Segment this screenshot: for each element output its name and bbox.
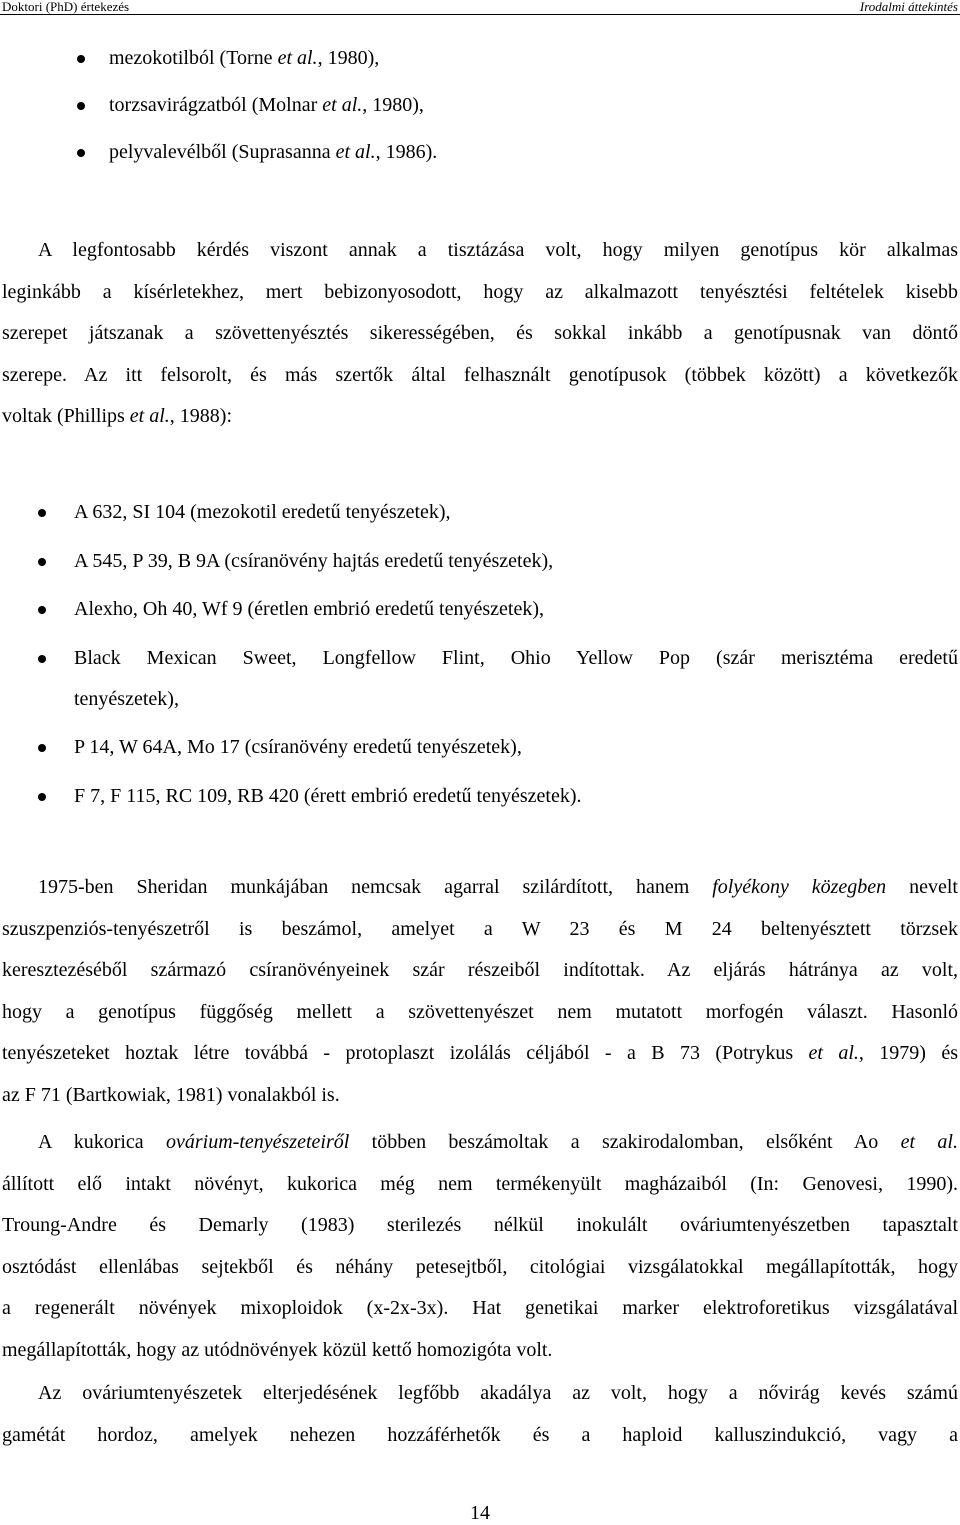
text-line: állított elő intakt növényt, kukorica még nem termékenyült magházaiból (In: Genovesi, 1990). [2,1172,958,1195]
bullet-icon [38,509,46,517]
running-header [0,0,960,15]
paragraph-ovary-obstacle [2,1373,958,1456]
text-line: szerepet játszanak a szövettenyésztés sikerességében, és sokkal inkább a genotípusnak van döntő [2,322,958,344]
list-item-text: A 545, P 39, B 9A (csíranövény hajtás eredetű tenyészetek), [74,550,554,572]
list-item-continuation [0,689,960,737]
list-item-text: Black Mexican Sweet, Longfellow Flint, Ohio Yellow Pop (szár merisztéma eredetű [74,647,958,669]
list-item-text: F 7, F 115, RC 109, RB 420 (érett embrió eredetű tenyészetek). [74,785,582,807]
text-line: osztódást ellenlábas sejtekből és néhány petesejtből, citológiai vizsgálatokkal megállapították, hogy [2,1255,958,1278]
header-rule [0,14,960,15]
text-line: tenyészeteket hoztak létre továbbá - protoplaszt izolálás céljából - a B 73 (Potrykus et al., 1979) és [2,1042,959,1064]
text-line: szuszpenziós-tenyészetről is beszámol, amelyet a W 23 és M 24 beltenyésztett törzsek [2,917,958,940]
bullet-icon [77,149,85,157]
bullet-icon [77,102,85,110]
paragraph-sheridan [2,867,958,1116]
list-item [0,142,960,189]
paragraph-ovary-culture [2,1122,958,1371]
text-line: voltak (Phillips et al., 1988): [2,405,233,427]
paragraph-genotype [2,230,958,438]
text-line: A kukorica ovárium-tenyészeteiről többen beszámoltak a szakirodalomban, elsőként Ao et al. [38,1131,958,1153]
list-item [0,48,960,95]
text-line: Az ováriumtenyészetek elterjedésének legfőbb akadálya az volt, hogy a nővirág kevés számú [38,1382,958,1404]
header-left: Doktori (PhD) értekezés [2,0,130,14]
text-line: gamétát hordoz, amelyek nehezen hozzáférhetők és a haploid kalluszindukció, vagy a [2,1423,958,1446]
text-line: 1975-ben Sheridan munkájában nemcsak agarral szilárdított, hanem folyékony közegben nevelt [38,876,958,898]
list-item-text: Alexho, Oh 40, Wf 9 (éretlen embrió eredetű tenyészetek), [74,598,544,620]
genotype-list [0,502,960,834]
text-line: az F 71 (Bartkowiak, 1981) vonalakból is. [2,1083,340,1106]
source-tissue-list [0,48,960,189]
list-item [0,737,960,786]
list-item [0,502,960,551]
list-item [0,648,960,689]
text-line: szerepe. Az itt felsorolt, és más szertők által felhasznált genotípusok (többek között) a következők [2,363,958,386]
list-item-text: torzsavirágzatból (Molnar et al., 1980), [109,94,424,116]
header-right: Irodalmi áttekintés [859,0,958,14]
text-line: A legfontosabb kérdés viszont annak a tisztázása volt, hogy milyen genotípus kör alkalmas [38,239,958,261]
text-line: hogy a genotípus függőség mellett a szövettenyészet nem mutatott morfogén választ. Hasonló [2,1000,958,1023]
list-item [0,786,960,834]
bullet-icon [38,744,46,752]
bullet-icon [38,558,46,566]
list-item [0,599,960,648]
bullet-icon [77,55,85,63]
text-line: megállapították, hogy az utódnövények közül kettő homozigóta volt. [2,1338,553,1361]
list-item-text: tenyészetek), [74,688,179,710]
page-number: 14 [470,1502,490,1524]
bullet-icon [38,793,46,801]
list-item-text: P 14, W 64A, Mo 17 (csíranövény eredetű tenyészetek), [74,736,522,758]
text-line: a regenerált növények mixoploidok (x-2x-3x). Hat genetikai marker elektroforetikus vizsgálatával [2,1297,958,1319]
list-item-text: pelyvalevélből (Suprasanna et al., 1986). [109,141,438,163]
text-line: Troung-Andre és Demarly (1983) sterilezés nélkül inokulált ováriumtenyészetben tapasztalt [2,1214,958,1236]
text-line: keresztezéséből származó csíranövényeinek szár részeiből indítottak. Az eljárás hátránya az volt, [2,959,958,981]
list-item-text: mezokotilból (Torne et al., 1980), [109,47,380,69]
bullet-icon [38,655,46,663]
list-item-text: A 632, SI 104 (mezokotil eredetű tenyészetek), [74,501,451,523]
list-item [0,95,960,142]
list-item [0,551,960,599]
text-line: leginkább a kísérletekhez, mert bebizonyosodott, hogy az alkalmazott tenyésztési feltételek kisebb [2,280,958,303]
bullet-icon [38,606,46,614]
